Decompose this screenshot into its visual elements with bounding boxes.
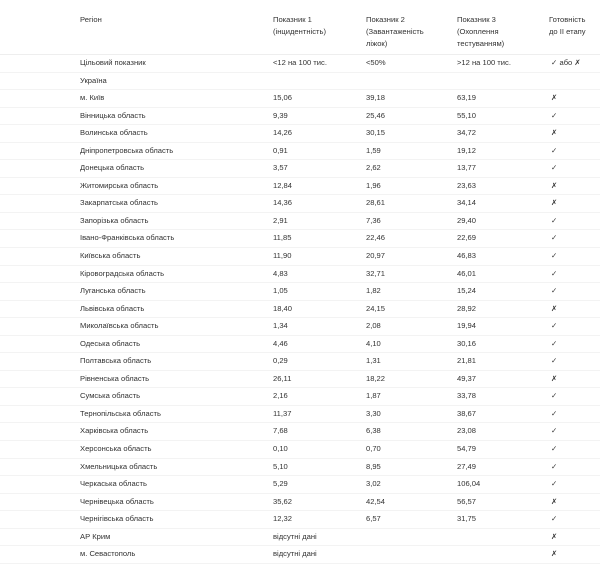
cell-indicator-1: 11,37: [273, 405, 366, 423]
cell-indicator-2: [366, 546, 457, 564]
cell-region: Рівненська область: [80, 370, 273, 388]
cell-readiness: [549, 72, 600, 90]
cell-readiness: ✗: [549, 546, 600, 564]
table-row: [0, 195, 600, 213]
cell-indicator-2: 30,15: [366, 125, 457, 143]
table-row: [0, 458, 600, 476]
cell-indicator-1: 14,36: [273, 195, 366, 213]
cell-indicator-3: 29,40: [457, 212, 549, 230]
cell-indicator-3: [457, 528, 549, 546]
cell-indicator-3: 28,92: [457, 300, 549, 318]
cell-readiness: ✓: [549, 212, 600, 230]
cell-region: Закарпатська область: [80, 195, 273, 213]
cell-readiness: ✓: [549, 248, 600, 266]
cell-readiness: ✓: [549, 230, 600, 248]
cell-region: Запорізька область: [80, 212, 273, 230]
table-row: [0, 300, 600, 318]
cell-region: Львівська область: [80, 300, 273, 318]
cell-region: Полтавська область: [80, 353, 273, 371]
table-row: [0, 493, 600, 511]
table-row: [0, 72, 600, 90]
cell-indicator-2: 6,38: [366, 423, 457, 441]
cell-indicator-3: >12 на 100 тис.: [457, 55, 549, 73]
cell-indicator-3: 49,37: [457, 370, 549, 388]
cell-indicator-3: 34,72: [457, 125, 549, 143]
cell-indicator-3: 31,75: [457, 511, 549, 529]
cell-readiness: ✓: [549, 405, 600, 423]
cell-region: Тернопільська область: [80, 405, 273, 423]
cell-indicator-3: 63,19: [457, 90, 549, 108]
cell-indicator-3: 106,04: [457, 476, 549, 494]
cell-indicator-3: 46,83: [457, 248, 549, 266]
cell-indicator-1: 2,16: [273, 388, 366, 406]
table-row: [0, 353, 600, 371]
header-indicator-2: Показник 2 (Завантаженість ліжок): [366, 10, 457, 55]
cell-indicator-3: 21,81: [457, 353, 549, 371]
cell-readiness: ✗: [549, 195, 600, 213]
cell-indicator-1: 4,83: [273, 265, 366, 283]
cell-indicator-2: [366, 528, 457, 546]
cell-indicator-2: 18,22: [366, 370, 457, 388]
cell-indicator-1: 5,10: [273, 458, 366, 476]
table-row: [0, 335, 600, 353]
cell-indicator-1: 12,84: [273, 177, 366, 195]
cell-readiness: ✗: [549, 125, 600, 143]
cell-indicator-3: 19,12: [457, 142, 549, 160]
table-row: [0, 441, 600, 459]
readiness-table: [0, 10, 600, 564]
cell-indicator-2: 0,70: [366, 441, 457, 459]
cell-region: Вінницька область: [80, 107, 273, 125]
cell-indicator-3: 15,24: [457, 283, 549, 301]
header-readiness: Готовність до ІІ етапу: [549, 10, 600, 55]
cell-indicator-3: 38,67: [457, 405, 549, 423]
table-row: [0, 405, 600, 423]
header-indicator-1: Показник 1 (інцидентність): [273, 10, 366, 55]
cell-indicator-1: 2,91: [273, 212, 366, 230]
table-row: [0, 476, 600, 494]
cell-region: Хмельницька область: [80, 458, 273, 476]
cell-indicator-2: 4,10: [366, 335, 457, 353]
cell-indicator-1: 18,40: [273, 300, 366, 318]
cell-indicator-3: 46,01: [457, 265, 549, 283]
cell-indicator-3: 30,16: [457, 335, 549, 353]
cell-indicator-3: 56,57: [457, 493, 549, 511]
header-indicator-3: Показник 3 (Охоплення тестуванням): [457, 10, 549, 55]
table-header: [0, 10, 600, 55]
cell-indicator-2: 1,96: [366, 177, 457, 195]
cell-indicator-2: [366, 72, 457, 90]
cell-indicator-1: 14,26: [273, 125, 366, 143]
table-row: [0, 142, 600, 160]
cell-region: Чернівецька область: [80, 493, 273, 511]
cell-indicator-3: 22,69: [457, 230, 549, 248]
cell-region: Миколаївська область: [80, 318, 273, 336]
cell-indicator-1: <12 на 100 тис.: [273, 55, 366, 73]
cell-region: Івано-Франківська область: [80, 230, 273, 248]
cell-indicator-2: 3,02: [366, 476, 457, 494]
table-row: [0, 90, 600, 108]
cell-indicator-2: 2,62: [366, 160, 457, 178]
cell-indicator-2: 1,82: [366, 283, 457, 301]
table-row: [0, 318, 600, 336]
cell-indicator-1: 1,05: [273, 283, 366, 301]
cell-indicator-3: 33,78: [457, 388, 549, 406]
cell-readiness: ✓: [549, 441, 600, 459]
cell-readiness: ✓: [549, 423, 600, 441]
cell-indicator-3: [457, 72, 549, 90]
cell-indicator-1: 26,11: [273, 370, 366, 388]
cell-indicator-2: 39,18: [366, 90, 457, 108]
cell-indicator-3: 23,08: [457, 423, 549, 441]
cell-indicator-2: 1,59: [366, 142, 457, 160]
cell-region: Одеська область: [80, 335, 273, 353]
cell-indicator-2: 28,61: [366, 195, 457, 213]
cell-region: Черкаська область: [80, 476, 273, 494]
table-row: [0, 55, 600, 73]
table-row: [0, 212, 600, 230]
table-row: [0, 230, 600, 248]
cell-indicator-1: 0,29: [273, 353, 366, 371]
cell-indicator-3: 55,10: [457, 107, 549, 125]
cell-region: АР Крим: [80, 528, 273, 546]
cell-region: м. Київ: [80, 90, 273, 108]
table-row: [0, 107, 600, 125]
cell-indicator-1: відсутні дані: [273, 528, 366, 546]
cell-readiness: ✗: [549, 370, 600, 388]
cell-indicator-1: 5,29: [273, 476, 366, 494]
table-row: [0, 388, 600, 406]
cell-region: Дніпропетровська область: [80, 142, 273, 160]
cell-indicator-1: 15,06: [273, 90, 366, 108]
cell-readiness: ✓: [549, 458, 600, 476]
cell-indicator-2: 2,08: [366, 318, 457, 336]
cell-region: Чернігівська область: [80, 511, 273, 529]
cell-readiness: ✓: [549, 283, 600, 301]
cell-indicator-1: [273, 72, 366, 90]
cell-indicator-1: 7,68: [273, 423, 366, 441]
table-row: [0, 370, 600, 388]
cell-region: м. Севастополь: [80, 546, 273, 564]
cell-indicator-1: 3,57: [273, 160, 366, 178]
cell-readiness: ✓: [549, 160, 600, 178]
cell-indicator-1: 12,32: [273, 511, 366, 529]
cell-readiness: ✓: [549, 265, 600, 283]
cell-region: Сумська область: [80, 388, 273, 406]
cell-indicator-2: 1,31: [366, 353, 457, 371]
cell-readiness: ✓: [549, 353, 600, 371]
cell-indicator-3: 19,94: [457, 318, 549, 336]
cell-region: Цільовий показник: [80, 55, 273, 73]
cell-region: Житомирська область: [80, 177, 273, 195]
cell-region: Донецька область: [80, 160, 273, 178]
cell-indicator-3: 54,79: [457, 441, 549, 459]
cell-readiness: ✗: [549, 493, 600, 511]
cell-readiness: ✗: [549, 90, 600, 108]
cell-indicator-2: 25,46: [366, 107, 457, 125]
table-row: [0, 177, 600, 195]
header-row: [0, 10, 600, 55]
cell-indicator-1: 35,62: [273, 493, 366, 511]
cell-indicator-1: 0,10: [273, 441, 366, 459]
cell-region: Херсонська область: [80, 441, 273, 459]
cell-readiness: ✓: [549, 107, 600, 125]
cell-region: Київська область: [80, 248, 273, 266]
cell-readiness: ✓: [549, 476, 600, 494]
cell-region: Кіровоградська область: [80, 265, 273, 283]
table-row: [0, 265, 600, 283]
cell-indicator-2: 1,87: [366, 388, 457, 406]
cell-indicator-3: 23,63: [457, 177, 549, 195]
cell-region: Луганська область: [80, 283, 273, 301]
cell-region: Волинська область: [80, 125, 273, 143]
cell-indicator-2: 3,30: [366, 405, 457, 423]
cell-indicator-2: 22,46: [366, 230, 457, 248]
cell-readiness: ✗: [549, 528, 600, 546]
cell-indicator-2: 7,36: [366, 212, 457, 230]
cell-indicator-3: 27,49: [457, 458, 549, 476]
cell-indicator-1: відсутні дані: [273, 546, 366, 564]
cell-indicator-3: 34,14: [457, 195, 549, 213]
cell-indicator-2: 6,57: [366, 511, 457, 529]
cell-indicator-1: 0,91: [273, 142, 366, 160]
cell-readiness: ✗: [549, 300, 600, 318]
cell-indicator-1: 11,85: [273, 230, 366, 248]
table-row: [0, 546, 600, 564]
cell-readiness: ✓: [549, 318, 600, 336]
table-row: [0, 511, 600, 529]
cell-indicator-2: 24,15: [366, 300, 457, 318]
cell-indicator-2: 20,97: [366, 248, 457, 266]
cell-indicator-2: 42,54: [366, 493, 457, 511]
cell-indicator-2: <50%: [366, 55, 457, 73]
cell-indicator-1: 1,34: [273, 318, 366, 336]
cell-readiness: ✗: [549, 177, 600, 195]
table-body: [0, 55, 600, 564]
cell-indicator-3: 13,77: [457, 160, 549, 178]
cell-readiness: ✓: [549, 142, 600, 160]
header-region: Регіон: [80, 10, 273, 55]
cell-indicator-1: 4,46: [273, 335, 366, 353]
cell-readiness: ✓: [549, 388, 600, 406]
table-row: [0, 125, 600, 143]
cell-indicator-2: 8,95: [366, 458, 457, 476]
table-row: [0, 160, 600, 178]
cell-indicator-2: 32,71: [366, 265, 457, 283]
cell-region: Україна: [80, 72, 273, 90]
cell-region: Харківська область: [80, 423, 273, 441]
cell-readiness: ✓ або ✗: [549, 55, 600, 73]
table-row: [0, 283, 600, 301]
cell-indicator-1: 9,39: [273, 107, 366, 125]
cell-readiness: ✓: [549, 335, 600, 353]
cell-indicator-3: [457, 546, 549, 564]
table-row: [0, 248, 600, 266]
table-row: [0, 423, 600, 441]
table-row: [0, 528, 600, 546]
cell-indicator-1: 11,90: [273, 248, 366, 266]
cell-readiness: ✓: [549, 511, 600, 529]
